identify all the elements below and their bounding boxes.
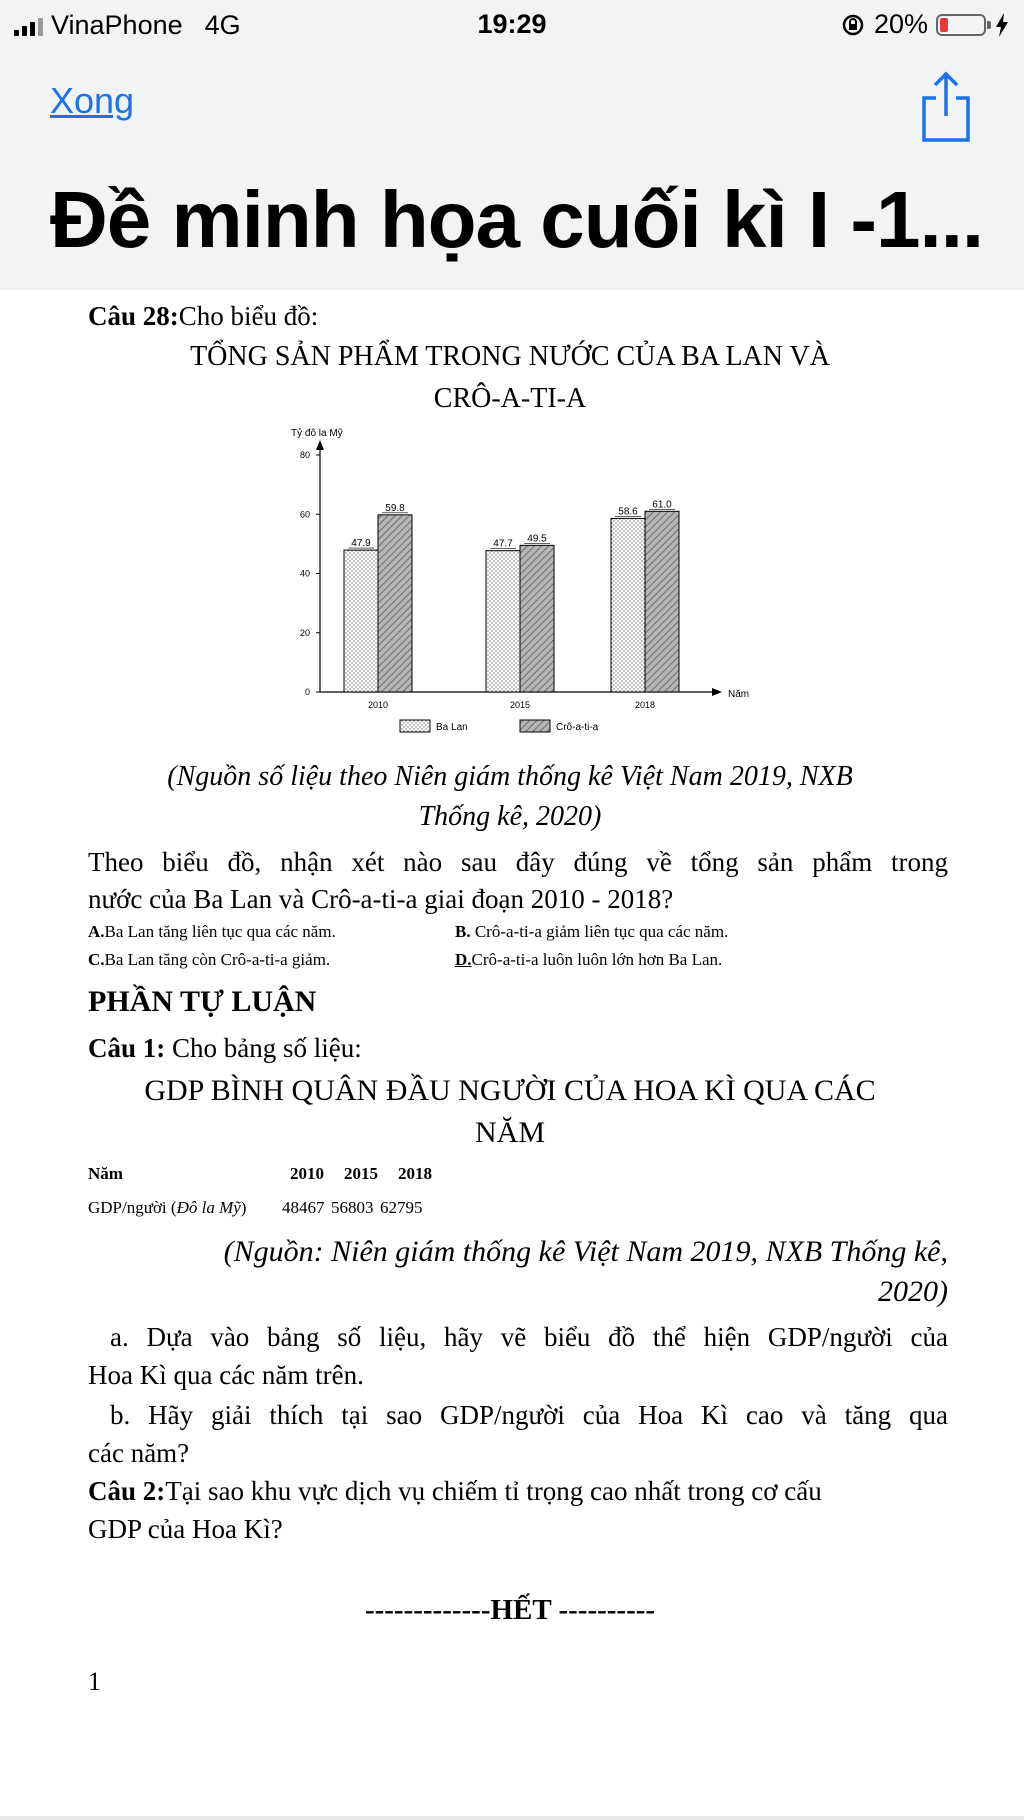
question-1a-line-1: a. Dựa vào bảng số liệu, hãy vẽ biểu đồ thể hiện GDP/người của: [110, 1322, 948, 1352]
bar-croatia-2010: [378, 515, 412, 692]
question-1a-line-2: Hoa Kì qua các năm trên.: [88, 1360, 364, 1390]
carrier-name: VinaPhone: [51, 10, 183, 40]
orientation-lock-icon: [840, 12, 866, 38]
question-2-text: Tại sao khu vực dịch vụ chiếm tỉ trọng cao nhất trong cơ cấu: [165, 1476, 822, 1506]
charging-bolt-icon: [994, 13, 1010, 37]
source-note-line-2: Thống kê, 2020): [418, 801, 602, 832]
bar-croatia-2015: [520, 545, 554, 692]
x-tick-label-2018: 2018: [634, 700, 656, 710]
battery-icon: [936, 14, 986, 36]
y-tick-label: 20: [299, 627, 310, 638]
done-button[interactable]: Xong: [50, 80, 135, 121]
bar-value-label: 47.7: [493, 538, 513, 550]
x-axis-arrow: [712, 688, 722, 696]
question-2-line-1: [88, 1473, 822, 1510]
x-tick-label-2015: 2015: [509, 700, 531, 710]
share-icon[interactable]: [918, 68, 974, 144]
gdp-bar-chart: [285, 420, 755, 750]
status-right: [840, 9, 1010, 40]
navigation-bar: [0, 54, 1024, 290]
chart-title-line-1: TỔNG SẢN PHẨM TRONG NƯỚC CỦA BA LAN VÀ: [190, 341, 830, 372]
question-28-text: Cho biểu đồ:: [178, 301, 319, 331]
status-bar: [0, 0, 1024, 54]
table-header-year-2010: 2010: [290, 1164, 324, 1183]
legend-swatch-croatia: [520, 720, 550, 732]
bar-croatia-2018: [645, 511, 679, 692]
x-axis-label: Năm: [728, 689, 750, 700]
y-tick-label: 60: [299, 509, 310, 520]
table-header-label: Năm: [88, 1164, 123, 1183]
y-axis-arrow: [316, 440, 324, 450]
bar-ba-lan-2010: [344, 550, 378, 692]
question-text-line-2: nước của Ba Lan và Crô-a-ti-a giai đoạn 2010 - 2018?: [88, 884, 674, 914]
table-cell-2010: 48467: [282, 1198, 325, 1217]
bar-value-label: 61.0: [652, 499, 672, 511]
legend-swatch-ba-lan: [400, 720, 430, 732]
table-cell-2015: 56803: [331, 1198, 374, 1217]
bar-value-label: 47.9: [351, 538, 371, 550]
question-text-line-1: Theo biểu đồ, nhận xét nào sau đây đúng về tổng sản phẩm trong: [88, 847, 948, 877]
x-tick-label-2010: 2010: [367, 700, 389, 710]
end-marker: -------------HẾT ----------: [364, 1594, 656, 1626]
legend-label-ba-lan: Ba Lan: [436, 722, 468, 733]
question-1b-line-1: b. Hãy giải thích tại sao GDP/người của Hoa Kì cao và tăng qua: [110, 1400, 948, 1430]
source-note-2-line-1: (Nguồn: Niên giám thống kê Việt Nam 2019, NXB Thống kê,: [223, 1235, 948, 1268]
question-1b-line-2: các năm?: [88, 1438, 190, 1468]
battery-percent: 20%: [873, 9, 928, 39]
network-type: 4G: [204, 10, 241, 40]
bar-value-label: 58.6: [618, 506, 638, 518]
y-tick-label: 0: [304, 687, 310, 697]
option-b: B. Crô-a-ti-a giảm liên tục qua các năm.: [455, 922, 729, 941]
question-28-label: Câu 28:: [88, 301, 179, 331]
question-2-label: Câu 2:: [88, 1476, 166, 1506]
bar-value-label: 59.8: [385, 502, 405, 514]
table-header-year-2018: 2018: [398, 1164, 432, 1183]
y-axis-label: Tỷ đô la Mỹ: [291, 428, 343, 439]
source-note-line-1: (Nguồn số liệu theo Niên giám thống kê Việt Nam 2019, NXB: [167, 761, 853, 792]
table-title-line-2: NĂM: [474, 1116, 545, 1149]
document-title: Đề minh họa cuối kì I -1...: [50, 175, 984, 264]
question-28-intro: [88, 298, 318, 335]
y-tick-label: 40: [299, 568, 310, 579]
option-a: A.Ba Lan tăng liên tục qua các năm.: [88, 922, 336, 941]
bar-ba-lan-2018: [611, 518, 645, 692]
section-heading: PHẦN TỰ LUẬN: [88, 985, 317, 1018]
question-1-text: Cho bảng số liệu:: [165, 1033, 362, 1063]
source-note-2-line-2: 2020): [878, 1275, 948, 1308]
table-header-year-2015: 2015: [344, 1164, 378, 1183]
chart-title-line-2: CRÔ-A-TI-A: [433, 383, 587, 414]
question-1-intro: [88, 1030, 362, 1067]
page-number: 1: [88, 1667, 101, 1696]
battery-level: [940, 18, 948, 32]
bottom-edge: [0, 1816, 1024, 1820]
question-1-label: Câu 1:: [88, 1033, 166, 1063]
question-2-line-2: GDP của Hoa Kì?: [88, 1514, 283, 1544]
status-time: 19:29: [477, 9, 547, 39]
y-tick-label: 80: [299, 450, 310, 460]
table-title-line-1: GDP BÌNH QUÂN ĐẦU NGƯỜI CỦA HOA KÌ QUA CÁC: [144, 1074, 876, 1107]
legend-label-croatia: Crô-a-ti-a: [556, 722, 599, 733]
bar-ba-lan-2015: [486, 551, 520, 692]
option-c: C.Ba Lan tăng còn Crô-a-ti-a giảm.: [88, 950, 331, 969]
option-d: D.Crô-a-ti-a luôn luôn lớn hơn Ba Lan.: [455, 950, 723, 969]
table-row-label: GDP/người (Đô la Mỹ): [88, 1198, 247, 1217]
bar-value-label: 49.5: [527, 533, 547, 545]
table-cell-2018: 62795: [380, 1198, 423, 1217]
